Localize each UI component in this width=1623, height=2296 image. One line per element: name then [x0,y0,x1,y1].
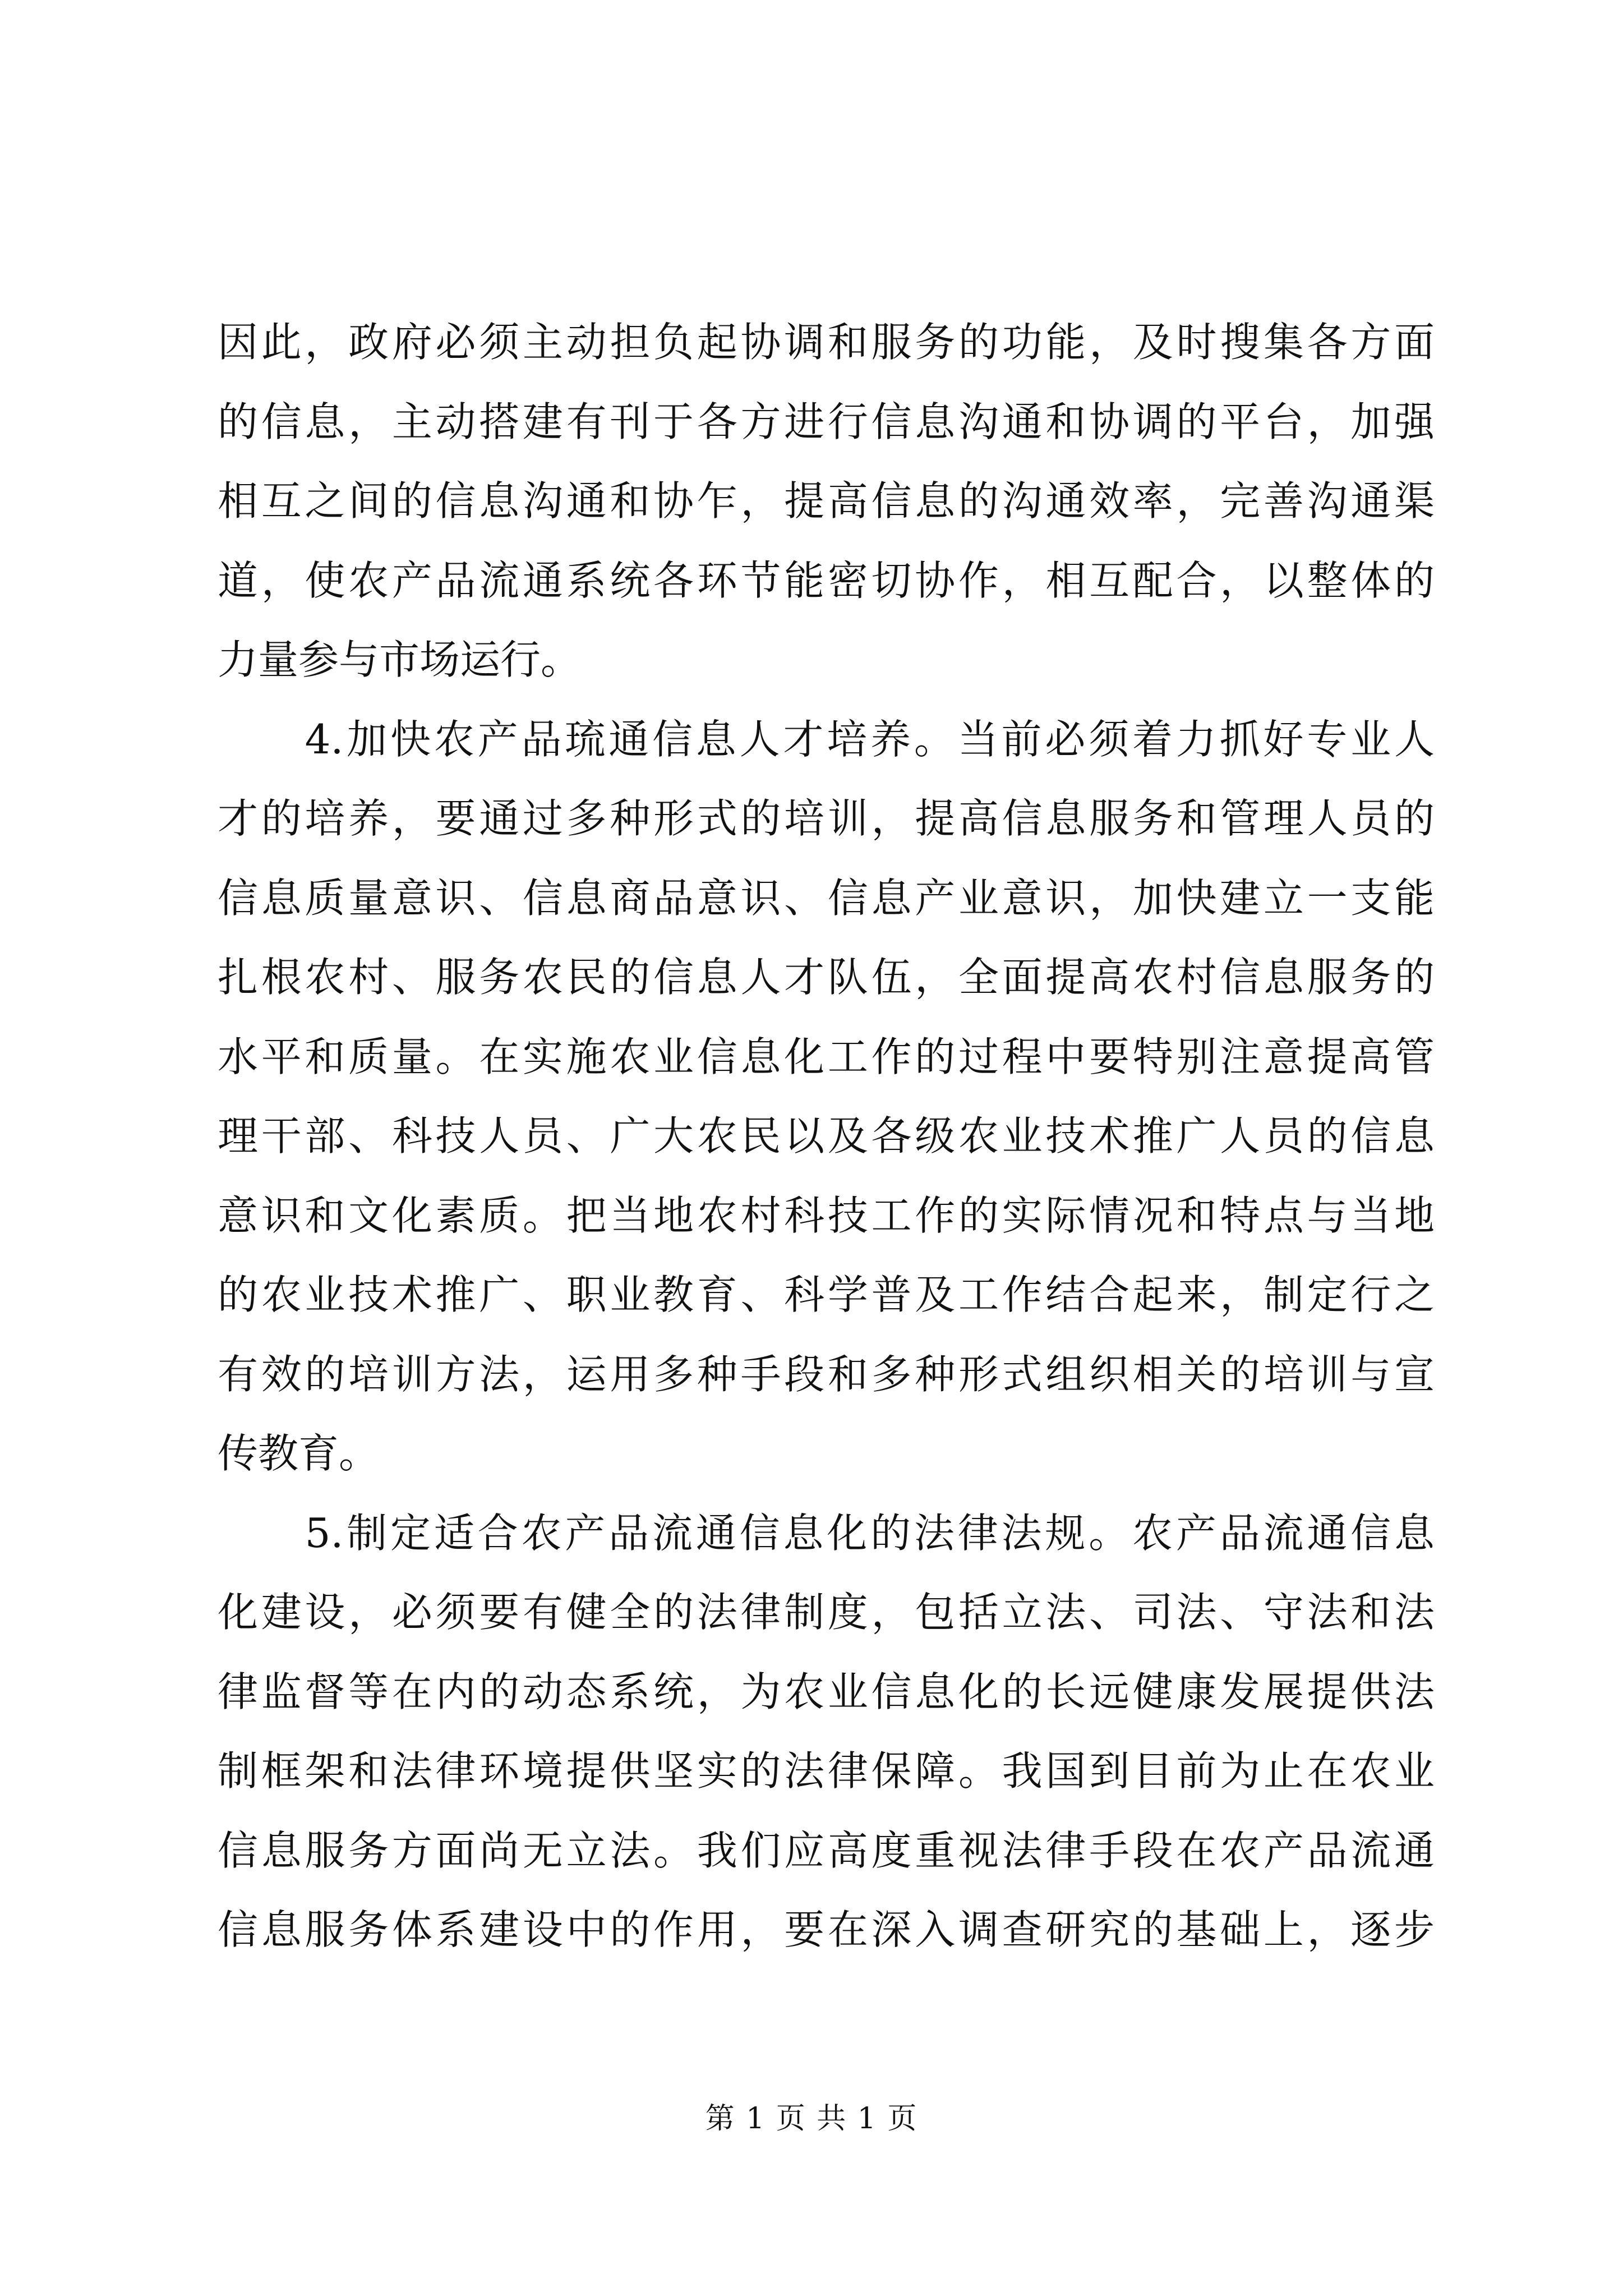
text-line: 信息服务体系建设中的作用，要在深入调查研究的基础上，逐步 [218,1906,1435,1953]
text-line: 意识和文化素质。把当地农村科技工作的实际情况和特点与当地 [218,1191,1435,1239]
text-line: 信息服务方面尚无立法。我们应高度重视法律手段在农产品流通 [218,1826,1435,1874]
body-text [218,303,1435,1970]
text-line: 水平和质量。在实施农业信息化工作的过程中要特别注意提高管 [218,1033,1435,1080]
text-line: 扎根农村、服务农民的信息人才队伍，全面提高农村信息服务的 [218,954,1435,1001]
text-line: 有效的培训方法，运用多种手段和多种形式组织相关的培训与宣 [218,1350,1435,1398]
text-line: 的农业技术推广、职业教育、科学普及工作结合起来，制定行之 [218,1271,1435,1318]
text-line: 制框架和法律环境提供坚实的法律保障。我国到目前为止在农业 [218,1747,1435,1795]
page-footer [0,2099,1623,2138]
text-line: 律监督等在内的动态系统，为农业信息化的长远健康发展提供法 [218,1668,1435,1715]
text-line: 力量参与市场运行。 [218,636,582,683]
text-line: 的信息，主动搭建有刊于各方进行信息沟通和协调的平台，加强 [218,398,1435,445]
text-line: 传教育。 [218,1430,380,1477]
text-line: 才的培养，要通过多种形式的培训，提高信息服务和管理人员的 [218,795,1435,842]
page-number: 第 1 页 共 1 页 [705,2102,918,2136]
text-line: 化建设，必须要有健全的法律制度，包括立法、司法、守法和法 [218,1589,1435,1636]
text-line: 5.制定适合农产品流通信息化的法律法规。农产品流通信息 [218,1509,1435,1557]
text-line: 4.加快农产品琉通信息人才培养。当前必须着力抓好专业人 [218,715,1435,763]
text-line: 信息质量意识、信息商品意识、信息产业意识，加快建立一支能 [218,874,1435,922]
text-line: 相互之间的信息沟通和协乍，提高信息的沟通效率，完善沟通渠 [218,477,1435,524]
text-line: 理干部、科技人员、广大农民以及各级农业技术推广人员的信息 [218,1112,1435,1159]
text-line: 因此，政府必须主动担负起协调和服务的功能，及时搜集各方面 [218,319,1435,366]
text-line: 道，使农产品流通系统各环节能密切协作，相互配合，以整体的 [218,556,1435,604]
